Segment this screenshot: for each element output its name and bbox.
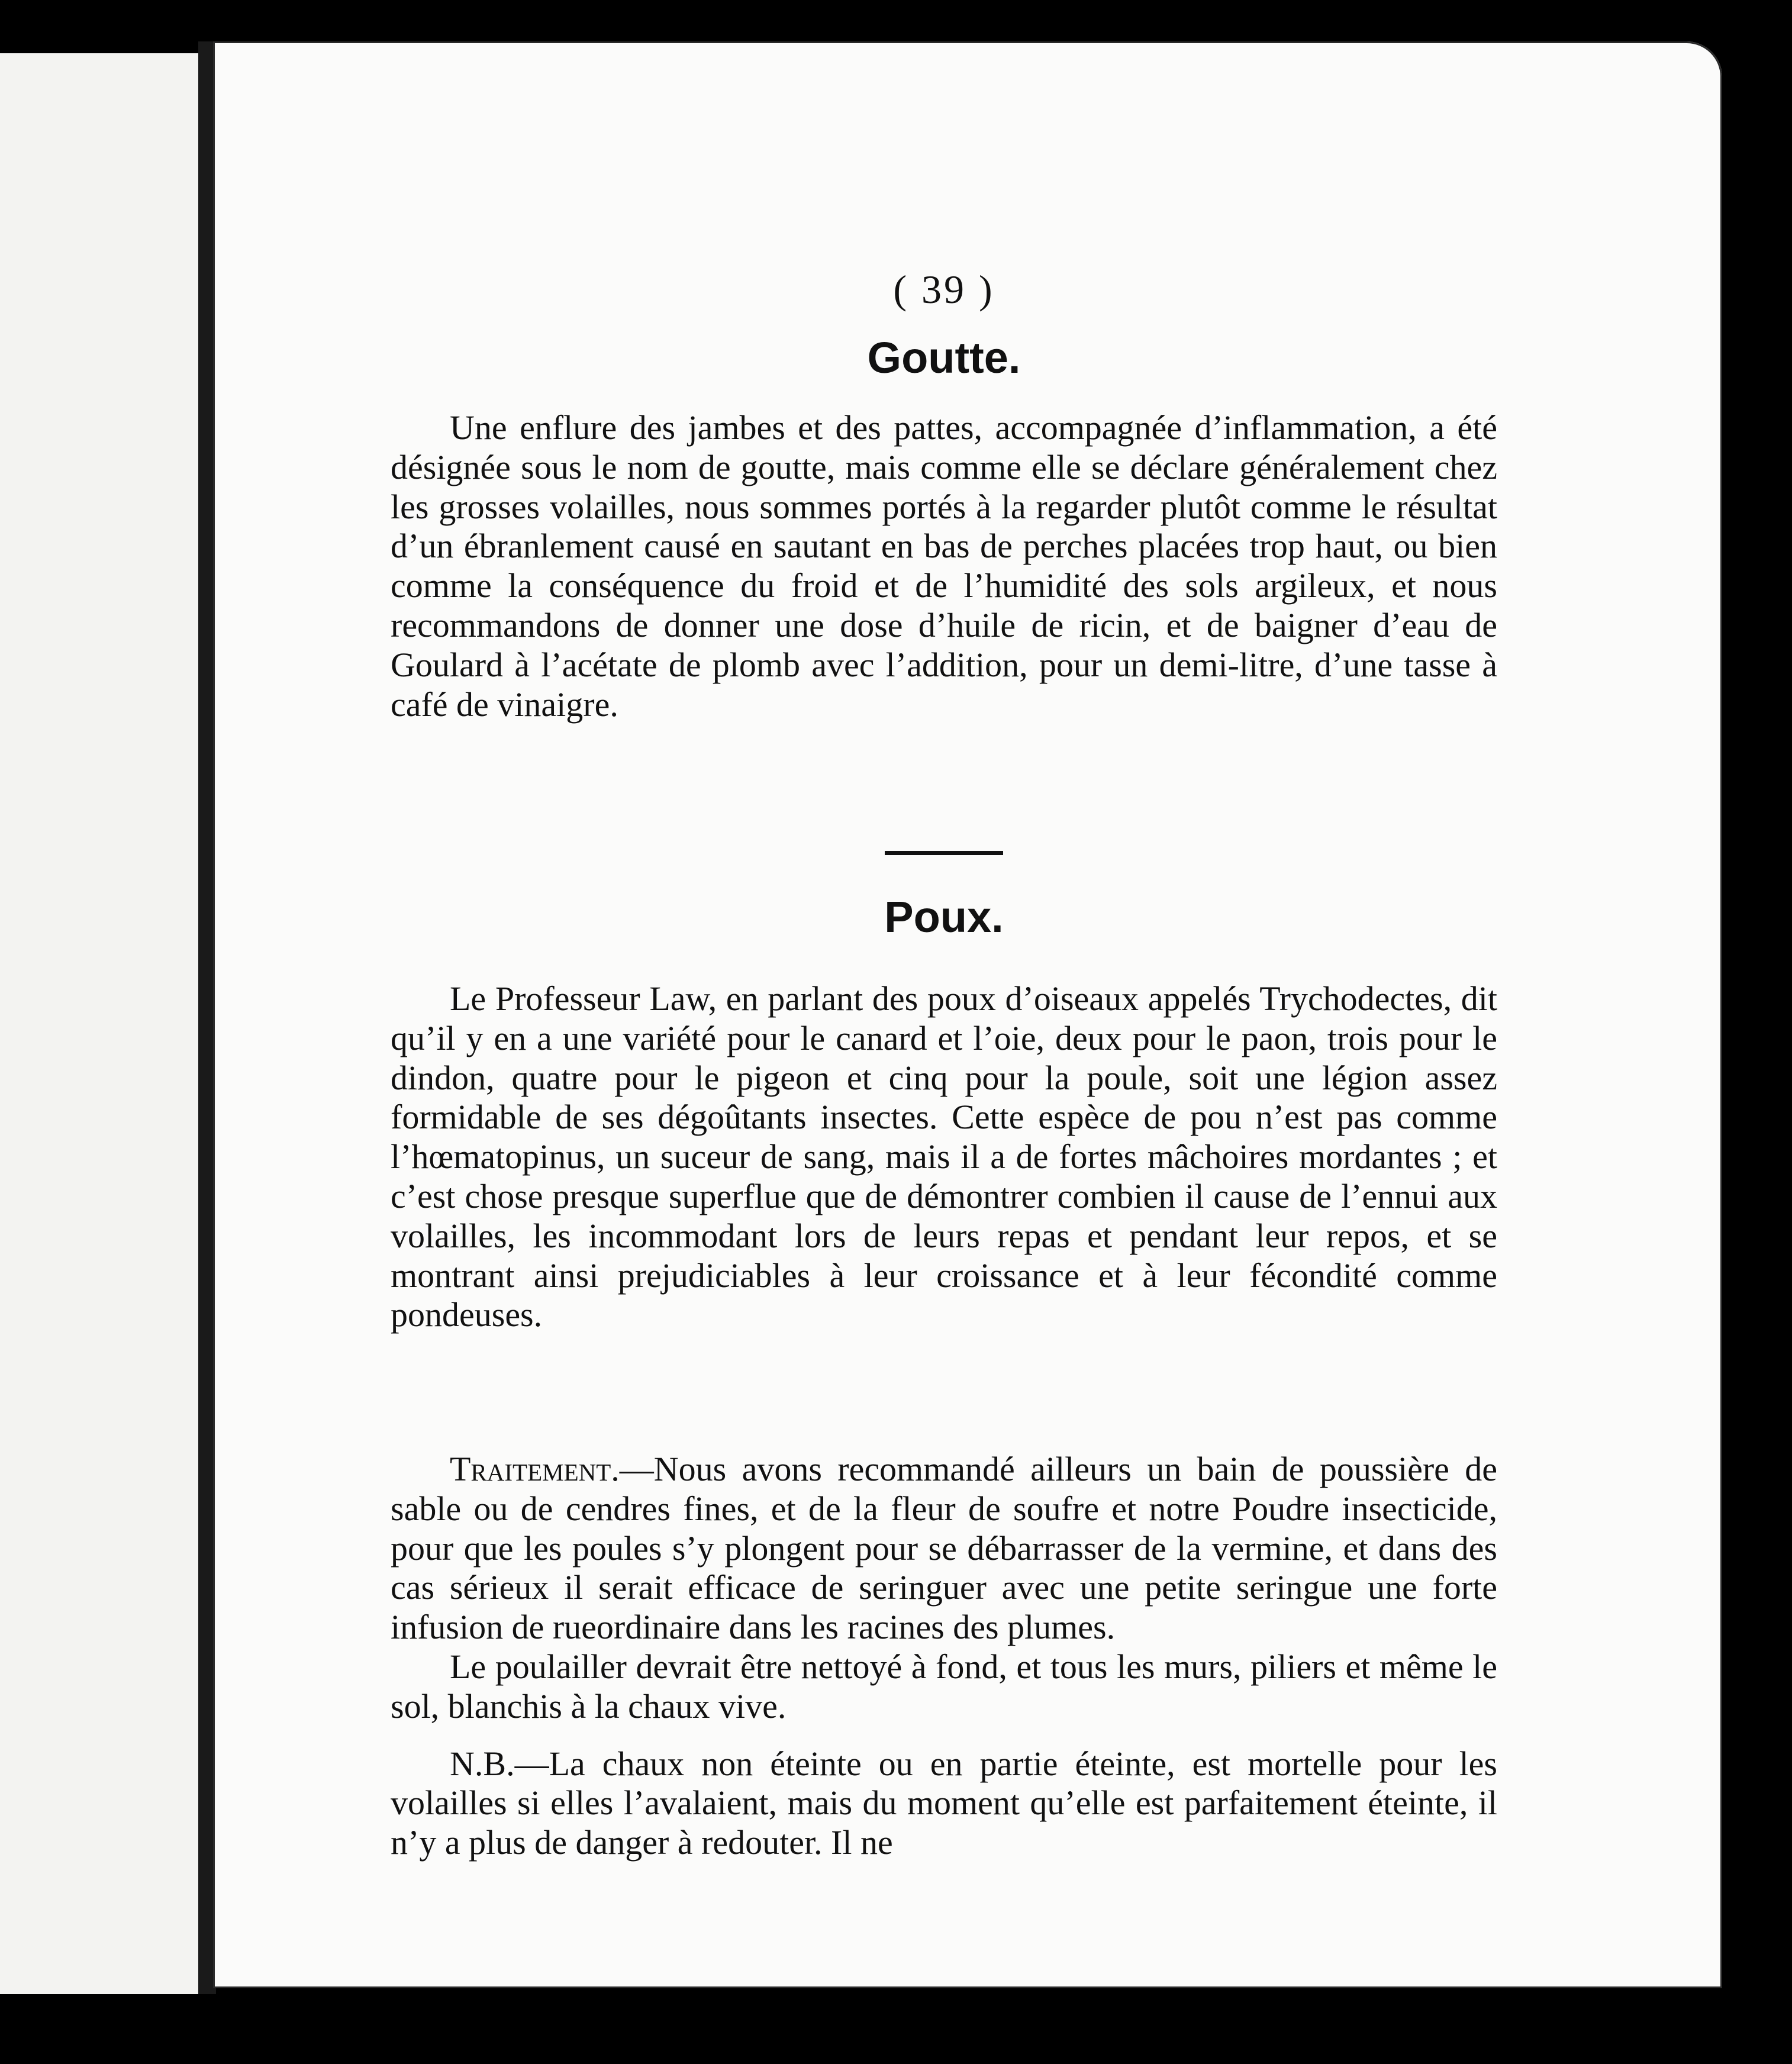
section-title-poux: Poux.: [884, 892, 1004, 941]
paragraph-poulailler: Le poulailler devrait être nettoyé à fond, et tous les murs, piliers et même le sol, blanchis à la chaux vive.: [391, 1647, 1497, 1726]
section-title-goutte: Goutte.: [867, 333, 1021, 382]
treatment-text: —Nous avons recommandé ailleurs un bain de poussière de sable ou de cendres fines, et de la fleur de soufre et notre Poudre insecticide, pour que les poules s’y plongent pour se débarrasser de la vermine, et dans des cas sérieux il serait efficace de seringuer avec une petite seringue une forte infusion de rueordinaire dans les racines des plumes.: [391, 1450, 1497, 1647]
previous-page-edge: [0, 53, 202, 1994]
paragraph-nb: N.B.—La chaux non éteinte ou en partie éteinte, est mortelle pour les volailles si elles l’avalaient, mais du moment qu’elle est parfaitement éteinte, il n’y a plus de danger à redouter. Il ne: [391, 1744, 1497, 1862]
section-divider: [885, 851, 1003, 855]
paragraph-traitement: [391, 1450, 1497, 1647]
page-content: [391, 266, 1497, 1863]
paragraph-poux: Le Professeur Law, en parlant des poux d’oiseaux appelés Trychodectes, dit qu’il y en a une variété pour le canard et l’oie, deux pour le paon, trois pour le dindon, quatre pour le pigeon et cinq pour la poule, soit une légion assez formidable de ses dégoûtants insectes. Cette espèce de pou n’est pas comme l’hœmatopinus, un suceur de sang, mais il a de fortes mâchoires mordantes ; et c’est chose presque superflue que de démontrer combien il cause de l’ennui aux volailles, les incommodant lors de leurs repas et pendant leur repos, et se montrant ainsi prejudiciables à leur croissance et à leur fécondité comme pondeuses.: [391, 979, 1497, 1334]
page-number: ( 39 ): [893, 267, 995, 312]
paragraph-goutte: Une enflure des jambes et des pattes, accompagnée d’inflammation, a été désignée sous le nom de goutte, mais comme elle se déclare généralement chez les grosses volailles, nous sommes portés à la regarder plutôt comme le résultat d’un ébranlement causé en sautant en bas de perches placées trop haut, ou bien comme la conséquence du froid et de l’humidité des sols argileux, et nous recommandons de donner une dose d’huile de ricin, et de baigner d’eau de Goulard à l’acétate de plomb avec l’addition, pour un demi-litre, d’une tasse à café de vinaigre.: [391, 408, 1497, 724]
book-page: [213, 41, 1722, 1988]
treatment-label: Traitement.: [450, 1450, 620, 1488]
